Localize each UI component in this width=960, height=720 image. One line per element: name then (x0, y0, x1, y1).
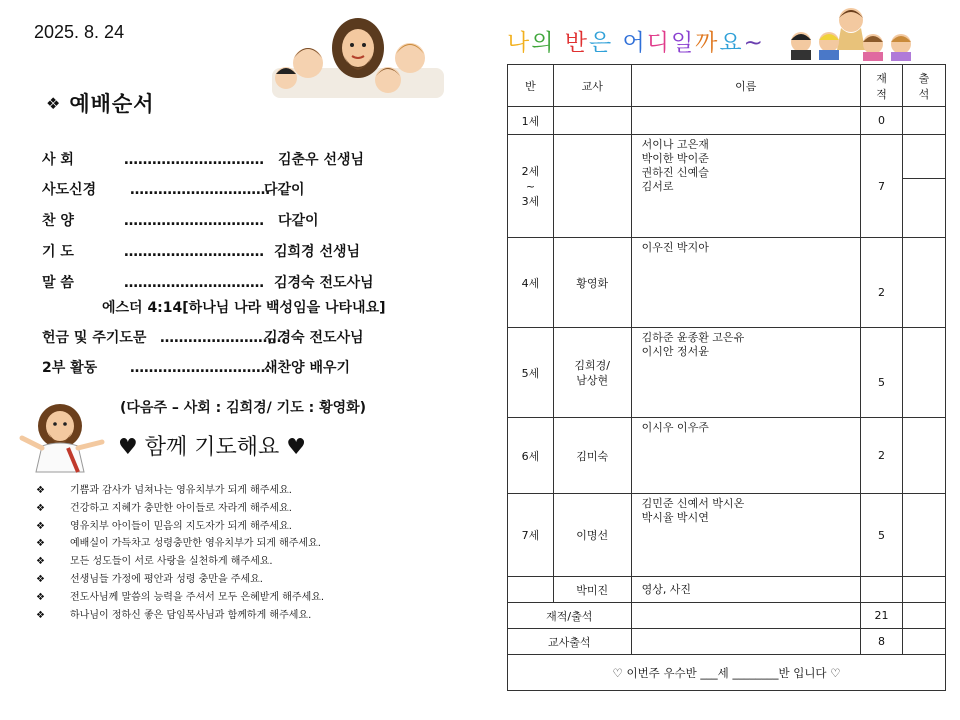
title-char: 의 (531, 30, 556, 56)
class-roster-title (507, 24, 765, 57)
cell-teacher: 이명선 (553, 494, 631, 577)
order-row (42, 327, 364, 347)
order-row-person: 다같이 (264, 182, 305, 198)
cell-enrolled: 2 (861, 418, 903, 494)
prayer-heading: ♥ 함께 기도해요 ♥ (118, 435, 306, 460)
order-row (42, 149, 364, 169)
prayer-text: 건강하고 지혜가 충만한 아이들로 자라게 해주세요. (70, 502, 292, 514)
order-row-label: 사도신경 (42, 182, 97, 198)
child-names-line: 이시안 정서윤 (641, 345, 709, 358)
diamond-bullet-icon: ❖ (36, 520, 45, 532)
child-names-line: 박시율 박시연 (641, 511, 709, 524)
header-class: 반 (508, 65, 554, 107)
child-names-line: 김서로 (641, 180, 674, 193)
order-row (42, 179, 305, 199)
cell-attendance[interactable] (903, 418, 946, 494)
diamond-bullet-icon: ❖ (36, 609, 45, 621)
order-row-person: 김경숙 전도사님 (264, 330, 364, 346)
order-row-dots: ……………………… (160, 330, 286, 346)
diamond-bullet-icon: ❖ (46, 94, 62, 113)
order-row-label: 말 씀 (42, 275, 74, 291)
table-row (508, 418, 946, 494)
order-row-label: 헌금 및 주기도문 (42, 330, 147, 346)
table-row (508, 107, 946, 135)
order-row-label: 찬 양 (42, 213, 74, 229)
diamond-bullet-icon: ❖ (36, 502, 45, 514)
order-row (42, 241, 360, 261)
diamond-bullet-icon: ❖ (36, 591, 45, 603)
cell-attendance[interactable] (903, 179, 946, 238)
cell-enrolled: 5 (861, 494, 903, 577)
title-char (555, 30, 564, 56)
list-item (36, 607, 324, 625)
list-item (36, 571, 324, 589)
best-class-announcement: ♡ 이번주 우수반 ___세 ________반 입니다 ♡ (508, 655, 946, 691)
scripture-reference: 에스더 4:14[하나님 나라 백성임을 나타내요] (102, 300, 386, 316)
total-blank (631, 603, 860, 629)
worship-order-title: 예배순서 (69, 92, 155, 116)
header-attendance: 출석 (903, 65, 946, 107)
cell-class: 2세 ~ 3세 (508, 135, 554, 238)
order-row-dots: ………………………… (124, 275, 264, 291)
child-names-line: 김민준 신예서 박시온 (641, 497, 745, 510)
cell-teacher (553, 135, 631, 238)
children-group-illustration (785, 4, 920, 62)
total-attendance[interactable] (903, 603, 946, 629)
cell-teacher: 김미숙 (553, 418, 631, 494)
class-roster-table (507, 64, 946, 691)
list-item (36, 589, 324, 607)
cell-attendance[interactable] (903, 494, 946, 577)
order-row-person: 김경숙 전도사님 (274, 275, 374, 291)
cell-class: 5세 (508, 328, 554, 418)
list-item (36, 553, 324, 571)
child-names-line: 박이한 박이준 (641, 152, 709, 165)
cell-enrolled: 0 (861, 107, 903, 135)
order-row-person: 새찬양 배우기 (264, 360, 351, 376)
order-row (42, 357, 350, 377)
total-label: 재적/출석 (508, 603, 632, 629)
table-row (508, 135, 946, 179)
title-char: 어 (622, 30, 647, 56)
order-row (42, 272, 374, 292)
order-row-person: 김춘우 선생님 (278, 152, 365, 168)
header-enrolled: 재적 (861, 65, 903, 107)
cell-names (631, 135, 860, 238)
title-char: 반 (564, 30, 589, 56)
order-row-dots: ………………………… (124, 213, 264, 229)
child-names-line: 김하준 윤종환 고은유 (641, 331, 745, 344)
table-row (508, 494, 946, 577)
order-row-dots: ………………………… (124, 152, 264, 168)
table-header-row (508, 65, 946, 107)
title-char: 나 (507, 30, 532, 56)
prayer-text: 전도사님께 말씀의 능력을 주셔서 모두 은혜받게 해주세요. (70, 591, 325, 603)
child-names-line: 이우진 박지아 (641, 241, 709, 254)
table-row (508, 238, 946, 328)
title-char: ~ (743, 30, 765, 56)
table-row (508, 328, 946, 418)
next-week-note: (다음주 – 사회 : 김희경/ 기도 : 황영화) (120, 400, 367, 416)
cell-names (631, 107, 860, 135)
cell-teacher: 김희경/ 남상현 (553, 328, 631, 418)
jesus-with-children-illustration (272, 18, 444, 98)
list-item (36, 518, 324, 536)
prayer-text: 모든 성도들이 서로 사랑을 실천하게 해주세요. (70, 556, 273, 568)
cell-class: 4세 (508, 238, 554, 328)
prayer-text: 예배실이 가득차고 성령충만한 영유치부가 되게 해주세요. (70, 538, 321, 550)
total-enrolled: 21 (861, 603, 903, 629)
title-char: 요 (719, 30, 744, 56)
teacher-attendance-row (508, 629, 946, 655)
child-names-line: 서이나 고은재 (641, 138, 709, 151)
cell-enrolled: 2 (861, 238, 903, 328)
title-char: 디 (646, 30, 671, 56)
order-row-label: 2부 활동 (42, 360, 98, 376)
header-teacher: 교사 (553, 65, 631, 107)
running-jesus-illustration (12, 402, 110, 474)
cell-attendance[interactable] (903, 577, 946, 603)
prayer-text: 기쁨과 감사가 넘쳐나는 영유치부가 되게 해주세요. (70, 485, 292, 496)
diamond-bullet-icon: ❖ (36, 556, 45, 568)
order-row-dots: ………………………… (130, 360, 270, 376)
cell-attendance[interactable] (903, 135, 946, 179)
title-char: 까 (695, 30, 720, 56)
cell-teacher (553, 107, 631, 135)
cell-class (508, 577, 554, 603)
order-row-person: 다같이 (278, 213, 319, 229)
diamond-bullet-icon: ❖ (36, 573, 45, 585)
header-names: 이름 (631, 65, 860, 107)
teacher-attendance-label: 교사출석 (508, 629, 632, 655)
best-class-row (508, 655, 946, 691)
diamond-bullet-icon: ❖ (36, 485, 45, 496)
cell-enrolled: 7 (861, 135, 903, 238)
cell-attendance[interactable] (903, 238, 946, 328)
cell-attendance[interactable] (903, 107, 946, 135)
title-char: 일 (670, 30, 696, 56)
list-item (36, 500, 324, 518)
order-row-dots: ………………………… (130, 182, 270, 198)
child-names-line: 이시우 이우주 (641, 421, 709, 434)
title-char: 은 (588, 30, 614, 56)
table-row (508, 577, 946, 603)
diamond-bullet-icon: ❖ (36, 538, 45, 550)
cell-class: 1세 (508, 107, 554, 135)
cell-enrolled: 5 (861, 328, 903, 418)
cell-teacher: 박미진 (553, 577, 631, 603)
prayer-text: 하나님이 정하신 좋은 담임목사님과 함께하게 해주세요. (70, 609, 312, 621)
cell-attendance[interactable] (903, 328, 946, 418)
cell-names (631, 328, 860, 418)
cell-names (631, 418, 860, 494)
order-row-person: 김희경 선생님 (274, 244, 361, 260)
worship-order-heading (46, 88, 155, 118)
order-row (42, 210, 319, 230)
order-row-label: 사 회 (42, 152, 74, 168)
prayer-list (36, 482, 324, 624)
teacher-attendance-extra[interactable] (903, 629, 946, 655)
cell-names (631, 494, 860, 577)
prayer-text: 선생님들 가정에 평안과 성령 충만을 주세요. (70, 573, 263, 585)
cell-names (631, 238, 860, 328)
cell-enrolled (861, 577, 903, 603)
order-row-label: 기 도 (42, 244, 74, 260)
teacher-attendance-value: 8 (861, 629, 903, 655)
cell-class: 7세 (508, 494, 554, 577)
list-item (36, 535, 324, 553)
list-item (36, 482, 324, 500)
order-row-dots: ………………………… (124, 244, 264, 260)
cell-class: 6세 (508, 418, 554, 494)
teacher-attendance-blank (631, 629, 860, 655)
bulletin-date: 2025. 8. 24 (34, 22, 125, 42)
total-row (508, 603, 946, 629)
cell-role-note: 영상, 사진 (631, 577, 860, 603)
prayer-text: 영유치부 아이들이 믿음의 지도자가 되게 해주세요. (70, 520, 292, 532)
title-char (613, 30, 622, 56)
child-names-line: 권하진 신예슬 (641, 166, 709, 179)
cell-teacher: 황영화 (553, 238, 631, 328)
